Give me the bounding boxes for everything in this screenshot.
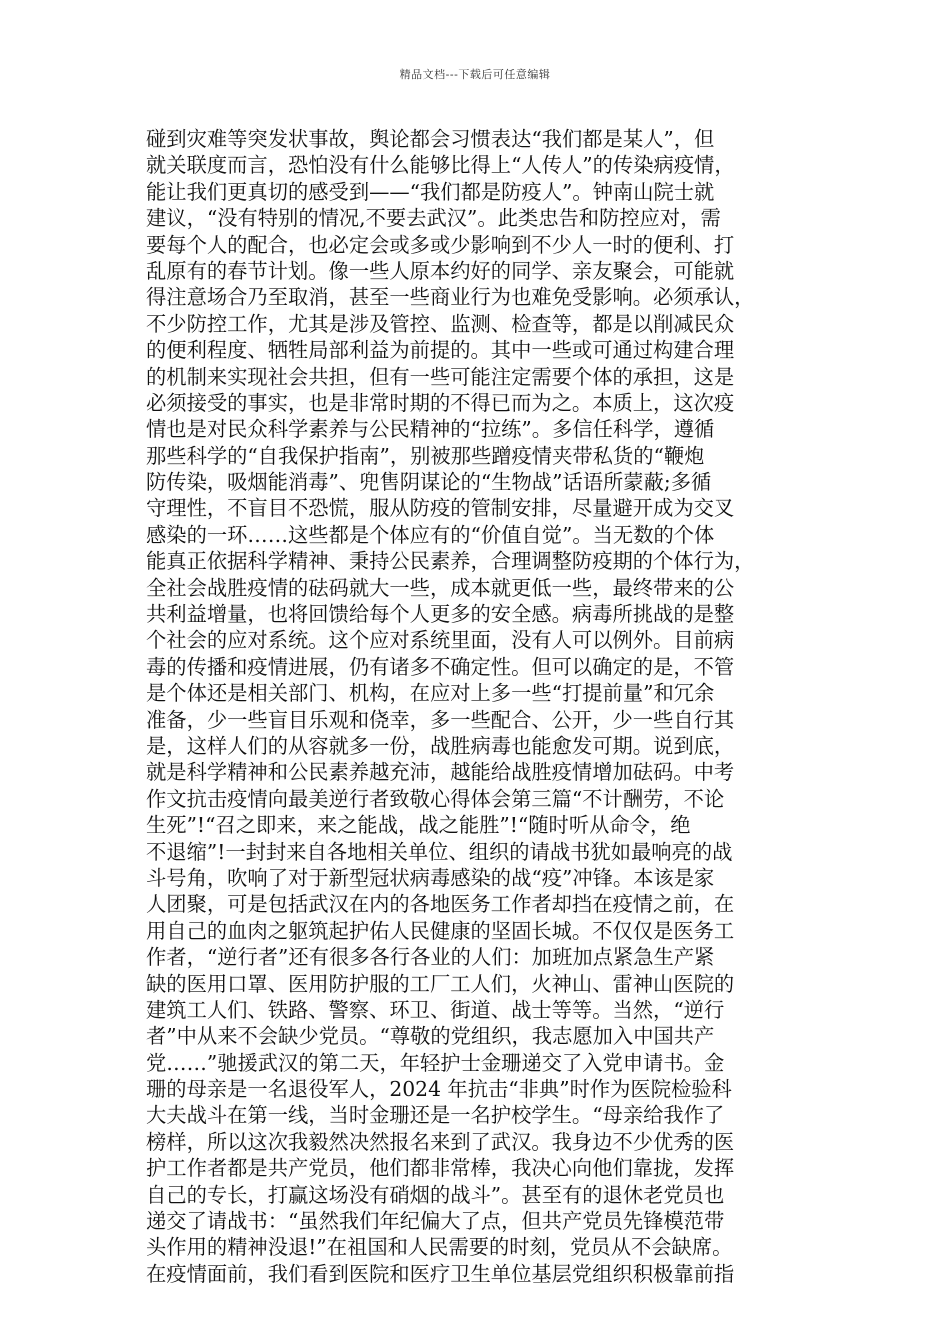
text-line: 不退缩”!一封封来自各地相关单位、组织的请战书犹如最响亮的战 [146,839,733,864]
text-line: 头作用的精神没退!”在祖国和人民需要的时刻，党员从不会缺席。 [146,1235,733,1260]
text-line: 不少防控工作，尤其是涉及管控、监测、检查等，都是以削减民众 [146,311,735,336]
text-line: 是个体还是相关部门、机构，在应对上多一些“打提前量”和冗余 [146,681,715,706]
text-line: 守理性，不盲目不恐慌，服从防疫的管制安排，尽量避开成为交叉 [146,496,735,521]
text-line: 得注意场合乃至取消，甚至一些商业行为也难免受影响。必须承认， [146,285,755,310]
text-line: 就关联度而言，恐怕没有什么能够比得上“人传人”的传染病疫情， [146,153,735,178]
text-line: 个社会的应对系统。这个应对系统里面，没有人可以例外。目前病 [146,628,735,653]
text-line: 建议，“没有特别的情况,不要去武汉”。此类忠告和防控应对，需 [146,206,721,231]
text-line: 大夫战斗在第一线，当时金珊还是一名护校学生。“母亲给我作了 [146,1103,725,1128]
text-line: 者”中从来不会缺少党员。“尊敬的党组织，我志愿加入中国共产 [146,1024,715,1049]
text-line: 能让我们更真切的感受到——“我们都是防疫人”。钟南山院士就 [146,179,715,204]
text-line: 碰到灾难等突发状事故，舆论都会习惯表达“我们都是某人”，但 [146,127,715,151]
text-line: 在疫情面前，我们看到医院和医疗卫生单位基层党组织积极靠前指 [146,1261,735,1286]
text-line: 缺的医用口罩、医用防护服的工厂工人们，火神山、雷神山医院的 [146,971,735,996]
text-line: 人团聚，可是包括武汉在内的各地医务工作者却挡在疫情之前，在 [146,892,735,917]
text-line: 作者，“逆行者”还有很多各行各业的人们：加班加点紧急生产紧 [146,945,715,970]
page-header: 精品文档---下载后可任意编辑 [399,68,551,81]
text-line: 作文抗击疫情向最美逆行者致敬心得体会第三篇“不计酬劳，不论 [146,786,725,811]
text-line: 生死”!“召之即来，来之能战，战之能胜”!“随时听从命令，绝 [146,813,691,838]
body-text [146,126,806,1287]
text-line: 珊的母亲是一名退役军人，2024 年抗击“非典”时作为医院检验科 [146,1077,732,1102]
text-line: 乱原有的春节计划。像一些人原本约好的同学、亲友聚会，可能就 [146,258,735,283]
text-line: 建筑工人们、铁路、警察、环卫、街道、战士等等。当然，“逆行 [146,997,725,1022]
text-line: 用自己的血肉之躯筑起护佑人民健康的坚固长城。不仅仅是医务工 [146,918,735,943]
text-line: 是，这样人们的从容就多一份，战胜病毒也能愈发可期。说到底， [146,733,735,758]
text-line: 党……”驰援武汉的第二天，年轻护士金珊递交了入党申请书。金 [146,1050,725,1075]
text-line: 情也是对民众科学素养与公民精神的“拉练”。多信任科学，遵循 [146,417,715,442]
text-line: 斗号角，吹响了对于新型冠状病毒感染的战“疫”冲锋。本该是家 [146,865,715,890]
text-line: 护工作者都是共产党员，他们都非常棒，我决心向他们靠拢，发挥 [146,1156,735,1181]
text-line: 榜样，所以这次我毅然决然报名来到了武汉。我身边不少优秀的医 [146,1129,735,1154]
text-line: 感染的一环……这些都是个体应有的“价值自觉”。当无数的个体 [146,522,715,547]
text-line: 能真正依据科学精神、秉持公民素养，合理调整防疫期的个体行为， [146,549,755,574]
text-line: 共利益增量，也将回馈给每个人更多的安全感。病毒所挑战的是整 [146,602,735,627]
text-line: 准备，少一些盲目乐观和侥幸，多一些配合、公开，少一些自行其 [146,707,735,732]
text-line: 全社会战胜疫情的砝码就大一些，成本就更低一些，最终带来的公 [146,575,735,600]
text-line: 防传染，吸烟能消毒”、兜售阴谋论的“生物战”话语所蒙蔽;多循 [146,470,712,495]
text-line: 自己的专长，打赢这场没有硝烟的战斗”。甚至有的退休老党员也 [146,1182,725,1207]
text-line: 要每个人的配合，也必定会或多或少影响到不少人一时的便利、打 [146,232,735,257]
text-line: 就是科学精神和公民素养越充沛，越能给战胜疫情增加砝码。中考 [146,760,735,785]
text-line: 的机制来实现社会共担，但有一些可能注定需要个体的承担，这是 [146,364,735,389]
text-line: 那些科学的“自我保护指南”，别被那些蹭疫情夹带私货的“鞭炮 [146,443,705,468]
text-line: 的便利程度、牺牲局部利益为前提的。其中一些或可通过构建合理 [146,338,735,363]
text-line: 必须接受的事实，也是非常时期的不得已而为之。本质上，这次疫 [146,390,735,415]
text-line: 毒的传播和疫情进展，仍有诸多不确定性。但可以确定的是，不管 [146,654,735,679]
text-line: 递交了请战书：“虽然我们年纪偏大了点，但共产党员先锋模范带 [146,1209,725,1234]
